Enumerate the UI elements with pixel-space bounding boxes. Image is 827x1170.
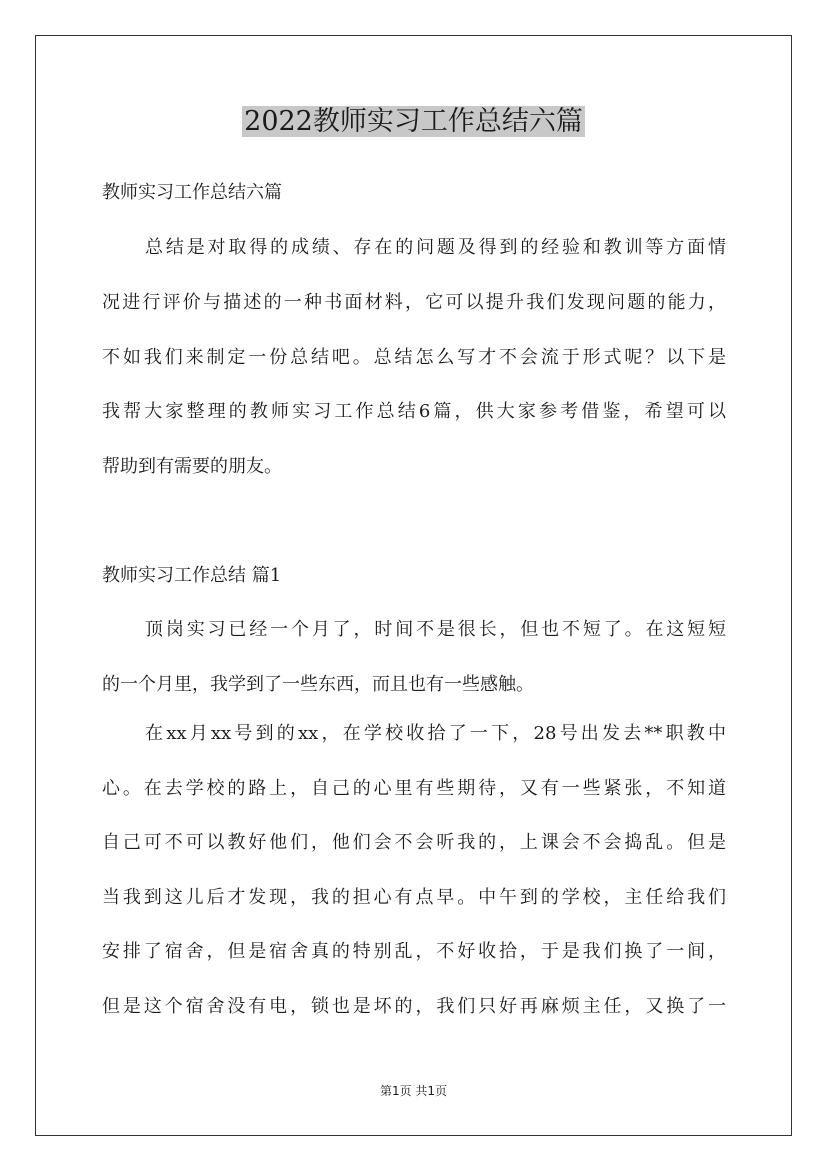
paragraph-line: 的一个月里，我学到了一些东西，而且也有一些感触。 (102, 674, 534, 695)
paragraph-line: 但是这个宿舍没有电，锁也是坏的，我们只好再麻烦主任，又换了一 (102, 996, 726, 1017)
page-number: 第1页 共1页 (379, 1084, 448, 1098)
paragraph-line: 我帮大家整理的教师实习工作总结6篇，供大家参考借鉴，希望可以 (102, 401, 726, 422)
paragraph-line: 在xx月xx号到的xx，在学校收拾了一下，28号出发去**职教中 (145, 723, 726, 744)
paragraph-line: 顶岗实习已经一个月了，时间不是很长，但也不短了。在这短短 (145, 619, 726, 640)
paragraph-line: 心。在去学校的路上，自己的心里有些期待，又有一些紧张，不知道 (102, 778, 726, 799)
paragraph-line: 况进行评价与描述的一种书面材料，它可以提升我们发现问题的能力， (102, 292, 726, 313)
document-subtitle: 教师实习工作总结六篇 (102, 182, 282, 203)
paragraph-line: 自己可不可以教好他们，他们会不会听我的，上课会不会捣乱。但是 (102, 832, 726, 853)
section-heading: 教师实习工作总结 篇1 (102, 565, 282, 586)
paragraph-line: 不如我们来制定一份总结吧。总结怎么写才不会流于形式呢？以下是 (102, 347, 726, 368)
document-title: 2022教师实习工作总结六篇 (244, 106, 583, 137)
paragraph-line: 安排了宿舍，但是宿舍真的特别乱，不好收拾，于是我们换了一间， (102, 941, 726, 962)
paragraph-line: 帮助到有需要的朋友。 (102, 456, 282, 477)
paragraph-line: 总结是对取得的成绩、存在的问题及得到的经验和教训等方面情 (145, 237, 726, 258)
paragraph-line: 当我到这儿后才发现，我的担心有点早。中午到的学校，主任给我们 (102, 887, 726, 908)
